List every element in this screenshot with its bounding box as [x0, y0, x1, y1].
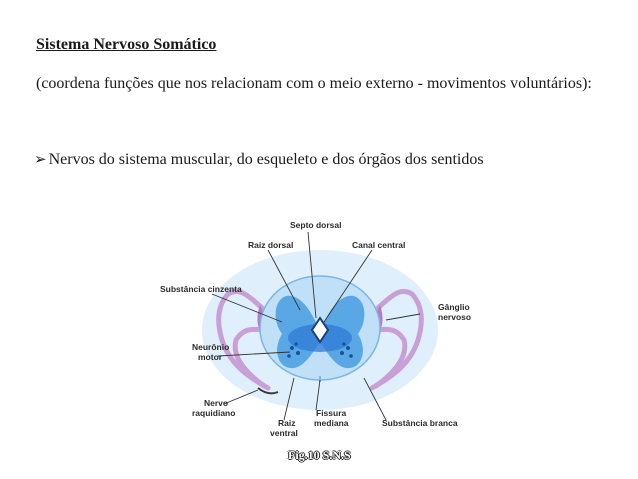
label-nervo-line1: Nervo — [204, 398, 229, 408]
label-septo-dorsal: Septo dorsal — [290, 220, 342, 230]
label-ganglio-line2: nervoso — [438, 312, 472, 322]
spinal-cord-diagram — [150, 210, 490, 450]
section-heading: Sistema Nervoso Somático — [36, 36, 217, 53]
label-raiz-ventral-line2: ventral — [270, 428, 298, 438]
label-substancia-branca: Substância branca — [382, 418, 458, 428]
label-neuronio-line1: Neurônio — [192, 342, 230, 352]
figure-caption: Fig.10 S.N.S — [288, 448, 351, 462]
label-fissura-line1: Fissura — [316, 408, 347, 418]
label-raiz-ventral-line1: Raiz — [278, 418, 296, 428]
description-paragraph: (coordena funções que nos relacionam com o meio externo - movimentos voluntários): — [36, 75, 592, 92]
label-canal-central: Canal central — [352, 240, 406, 250]
bullet-text: Nervos do sistema muscular, do esqueleto e dos órgãos dos sentidos — [48, 151, 484, 168]
label-raiz-dorsal: Raiz dorsal — [248, 240, 294, 250]
arrow-bullet-icon: ➢ — [34, 152, 47, 168]
label-ganglio-line1: Gânglio — [438, 302, 470, 312]
label-substancia-cinzenta: Substância cinzenta — [160, 284, 242, 294]
bullet-item — [34, 150, 484, 169]
label-fissura-line2: mediana — [314, 418, 349, 428]
label-nervo-line2: raquidiano — [192, 408, 236, 418]
label-neuronio-line2: motor — [198, 352, 223, 362]
